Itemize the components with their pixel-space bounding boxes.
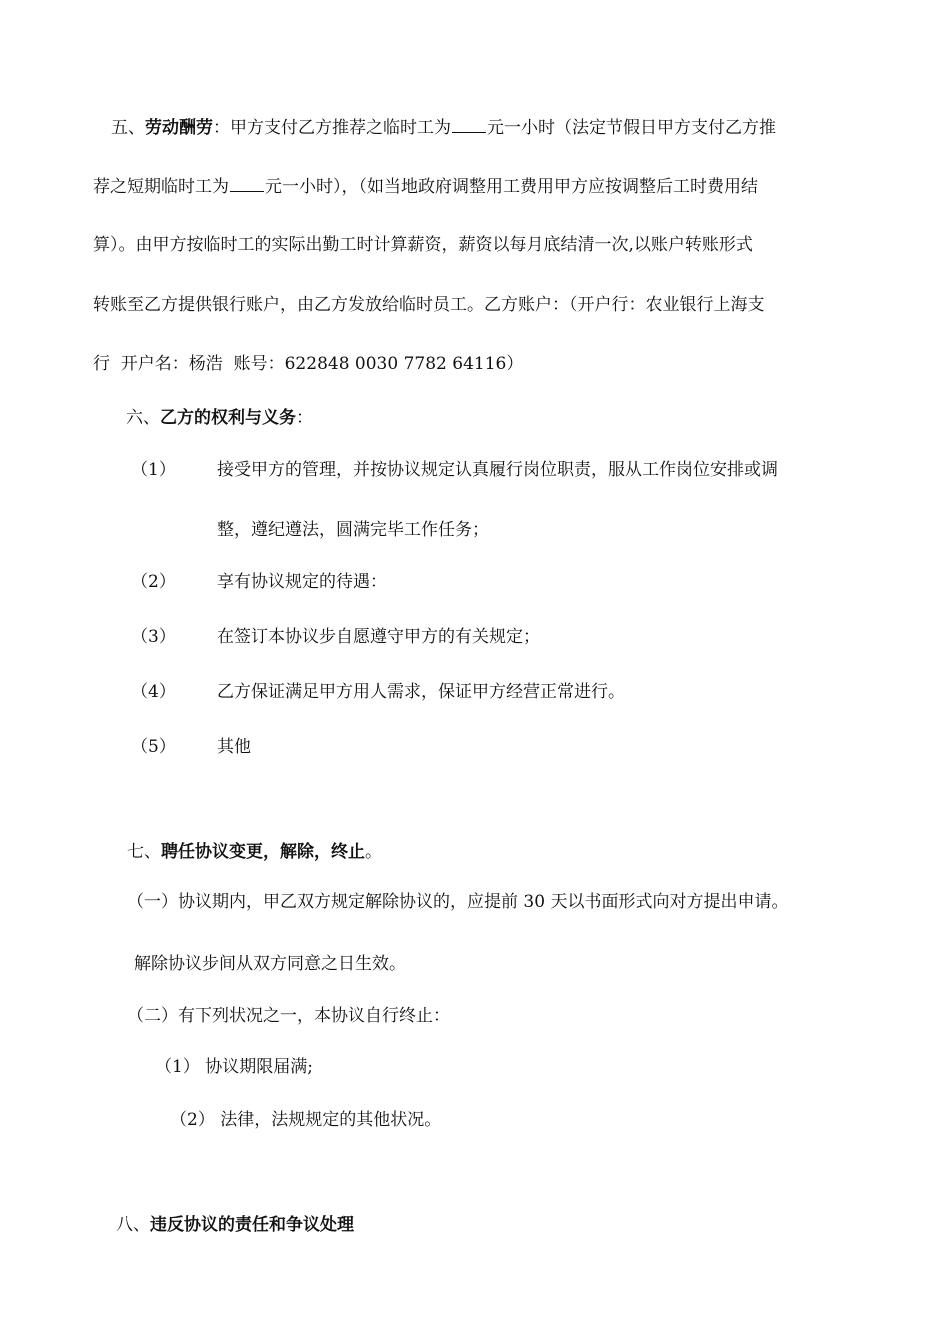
section5-line4: 转账至乙方提供银行账户，由乙方发放给临时员工。乙方账户：（开户行：农业银行上海支 <box>93 295 765 315</box>
item-text: 其他 <box>217 737 251 757</box>
section6-colon: ： <box>296 408 313 428</box>
section5-heading: 劳动酬劳 <box>145 118 213 138</box>
section5-line3: 算）。由甲方按临时工的实际出勤工时计算薪资，薪资以每月底结清一次,以账户转账形式 <box>93 235 753 255</box>
item-number: （5） <box>131 737 176 757</box>
section5-line1 <box>111 118 776 137</box>
section6-title <box>126 410 313 427</box>
item-number: （3） <box>131 627 176 647</box>
holiday-rate-blank[interactable] <box>230 177 264 192</box>
item-number: （2） <box>131 572 176 592</box>
section5-colon: ： <box>213 118 230 138</box>
section5-lead: 五、 <box>111 118 145 138</box>
section7-clause-1-cont: 解除协议步间从双方同意之日生效。 <box>134 954 406 974</box>
item-text: 乙方保证满足甲方用人需求，保证甲方经营正常进行。 <box>217 682 625 702</box>
section7-clause-2: （二）有下列状况之一，本协议自行终止： <box>127 1006 450 1026</box>
section8-heading: 违反协议的责任和争议处理 <box>150 1215 354 1235</box>
section7-clause-1: （一）协议期内，甲乙双方规定解除协议的，应提前 30 天以书面形式向对方提出申请。 <box>127 892 789 912</box>
section6-item-1-cont: 整，遵纪遵法，圆满完毕工作任务； <box>217 520 489 540</box>
item-text: 接受甲方的管理，并按协议规定认真履行岗位职责，服从工作岗位安排或调 <box>217 460 778 480</box>
section6-heading: 乙方的权利与义务 <box>160 408 296 428</box>
section5-text-1b: 元一小时（法定节假日甲方支付乙方推 <box>487 118 776 138</box>
section7-title <box>127 844 382 861</box>
section8-lead: 八、 <box>116 1215 150 1235</box>
section7-lead: 七、 <box>127 842 161 862</box>
section7-sub-1: （1） 协议期限届满; <box>155 1057 313 1077</box>
section6-item-4 <box>131 684 625 701</box>
item-number: （4） <box>131 682 176 702</box>
section6-lead: 六、 <box>126 408 160 428</box>
section6-item-5 <box>131 739 251 756</box>
section6-item-2 <box>131 574 387 591</box>
hourly-rate-blank[interactable] <box>452 118 486 133</box>
section5-text-1a: 甲方支付乙方推荐之临时工为 <box>230 118 451 138</box>
section7-heading: 聘任协议变更，解除，终止 <box>161 842 365 862</box>
section7-period: 。 <box>365 842 382 862</box>
item-text: 享有协议规定的待遇： <box>217 572 387 592</box>
section6-item-1 <box>131 462 778 479</box>
section8-title <box>116 1217 354 1234</box>
section5-line5: 行 开户名：杨浩 账号：622848 0030 7782 64116） <box>93 354 524 374</box>
item-number: （1） <box>131 460 176 480</box>
section5-line2 <box>93 177 758 196</box>
item-text: 在签订本协议步自愿遵守甲方的有关规定； <box>217 627 540 647</box>
section5-text-2a: 荐之短期临时工为 <box>93 177 229 197</box>
section7-sub-2: （2） 法律，法规规定的其他状况。 <box>170 1110 442 1130</box>
section5-text-2b: 元一小时），（如当地政府调整用工费用甲方应按调整后工时费用结 <box>265 177 758 197</box>
section6-item-3 <box>131 629 540 646</box>
